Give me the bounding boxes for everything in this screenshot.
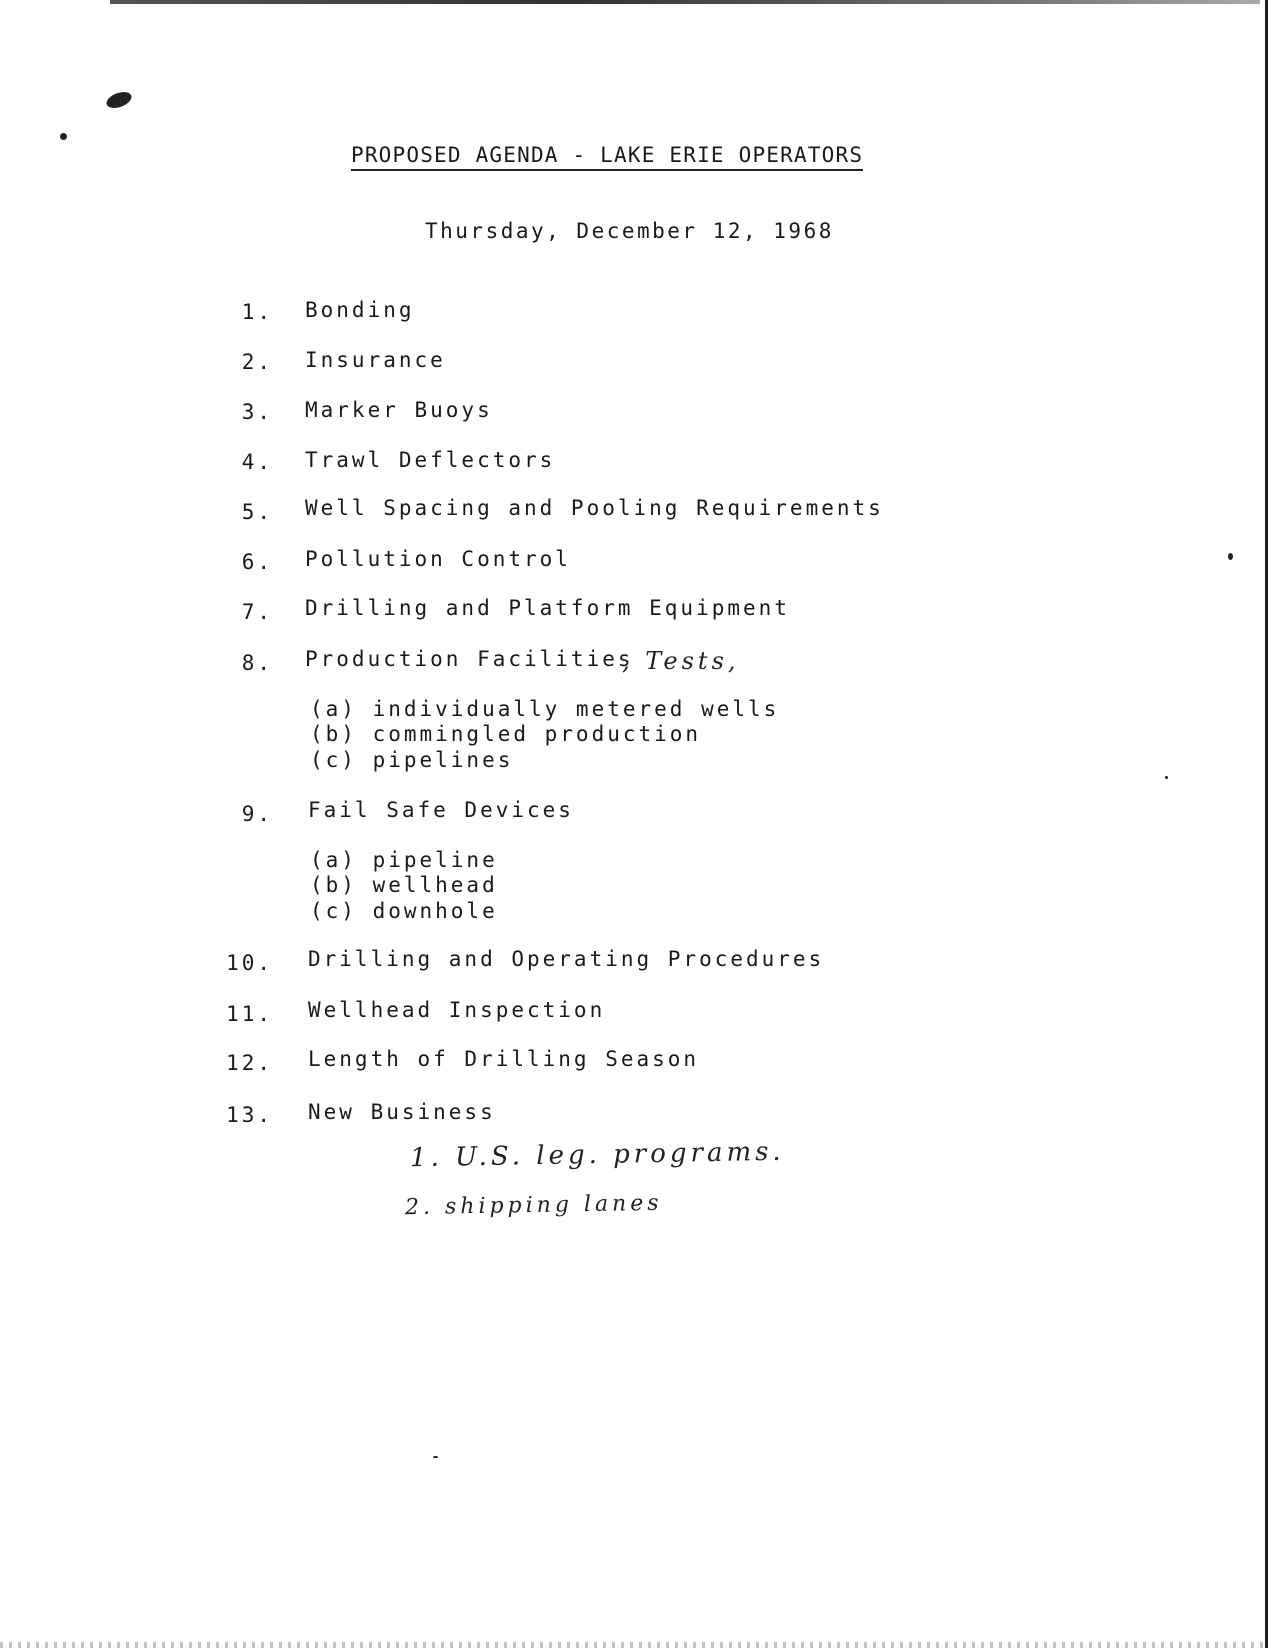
ink-speck [433, 1456, 438, 1458]
agenda-item: Pollution Control [305, 547, 571, 571]
sub-item: (b) wellhead [310, 873, 498, 897]
agenda-item: Trawl Deflectors [305, 448, 556, 472]
scan-edge-top [110, 0, 1260, 4]
agenda-item: Length of Drilling Season [308, 1047, 700, 1071]
page-title: PROPOSED AGENDA - LAKE ERIE OPERATORS [351, 143, 863, 171]
handwritten-note: 1. U.S. leg. programs. [409, 1136, 785, 1174]
item-number: 7. [241, 600, 273, 624]
item-number: 12. [226, 1051, 273, 1075]
agenda-item: Well Spacing and Pooling Requirements [305, 496, 884, 520]
ink-speck [1165, 776, 1168, 779]
scan-edge-bottom [0, 1642, 1268, 1648]
sub-item: (c) downhole [310, 899, 498, 923]
item-number: 5. [241, 500, 273, 524]
item-number: 8. [241, 651, 273, 675]
meeting-date: Thursday, December 12, 1968 [425, 219, 834, 243]
item-number: 13. [226, 1103, 273, 1127]
agenda-item: Production Facilities [305, 647, 634, 671]
ink-speck [60, 133, 67, 140]
agenda-item: Bonding [305, 298, 415, 322]
agenda-item: New Business [308, 1100, 496, 1124]
agenda-item: Marker Buoys [305, 398, 493, 422]
item-number: 10. [226, 951, 273, 975]
agenda-item: Wellhead Inspection [308, 998, 606, 1022]
sub-item: (c) pipelines [310, 748, 514, 772]
agenda-item: Drilling and Platform Equipment [305, 596, 790, 620]
sub-item: (b) commingled production [310, 722, 702, 746]
agenda-item: Insurance [305, 348, 446, 372]
agenda-item: Fail Safe Devices [308, 798, 574, 822]
ink-blot [104, 89, 133, 111]
ink-speck [1228, 553, 1233, 560]
sub-item: (a) individually metered wells [310, 697, 780, 721]
item-number: 2. [241, 350, 273, 374]
sub-item: (a) pipeline [310, 848, 498, 872]
handwritten-addition: , Tests, [622, 647, 740, 675]
agenda-item: Drilling and Operating Procedures [308, 947, 825, 971]
handwritten-note: 2. shipping lanes [404, 1190, 663, 1221]
item-number: 1. [241, 300, 273, 324]
item-number: 3. [241, 400, 273, 424]
item-number: 9. [241, 802, 273, 826]
item-number: 6. [241, 550, 273, 574]
item-number: 4. [241, 450, 273, 474]
item-number: 11. [226, 1002, 273, 1026]
